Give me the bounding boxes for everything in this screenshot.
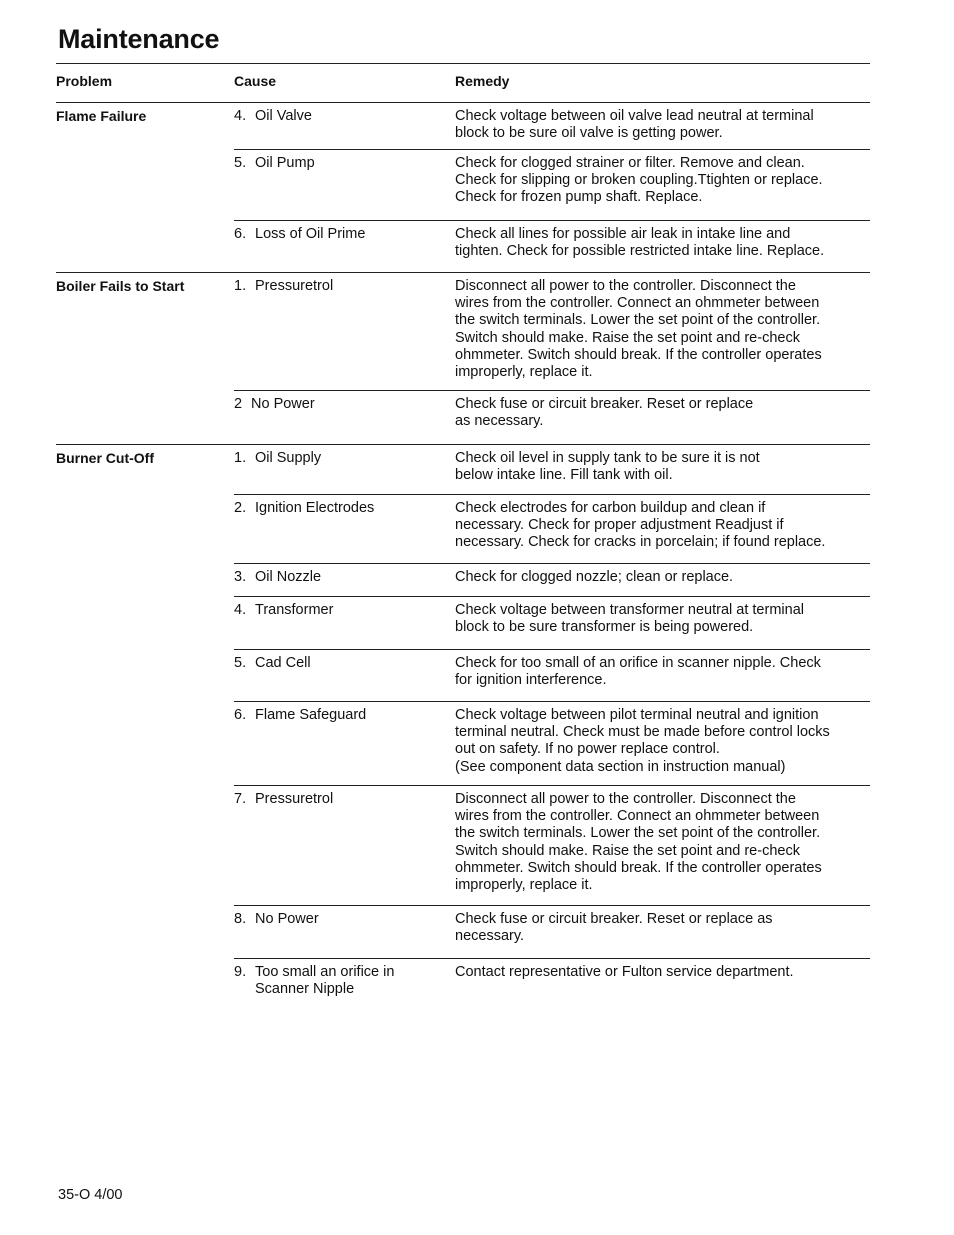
remedy-text: Check for too small of an orifice in scanner nipple. Check for ignition interference.: [455, 655, 821, 689]
cause-cell: [234, 450, 455, 494]
cause-number: 5.: [234, 155, 247, 171]
cause-cell: [234, 791, 455, 905]
header-remedy: Remedy: [455, 73, 510, 89]
table-row: [234, 445, 870, 495]
remedy-text: Disconnect all power to the controller. Disconnect the wires from the controller. Connect an ohmmeter between the switch terminals. Lower the set point of the controller. Switch should make. Raise the set point and re-check ohmmeter. Switch should break. If the controller operates improperly, replace it.: [455, 791, 822, 894]
cause-cell: [234, 278, 455, 390]
cause-number: 9.: [234, 964, 247, 980]
cause-number: 6.: [234, 707, 247, 723]
remedy-text: Disconnect all power to the controller. Disconnect the wires from the controller. Connect an ohmmeter between the switch terminals. Lower the set point of the controller. Switch should make. Raise the set point and re-check ohmmeter. Switch should break. If the controller operates improperly, replace it.: [455, 278, 822, 381]
problem-group-burner-cut-off: [56, 445, 870, 1007]
problem-label: Boiler Fails to Start: [56, 278, 185, 294]
footer-document-code: 35-O 4/00: [58, 1187, 123, 1203]
cause-cell: [234, 964, 455, 1007]
cause-rows: [234, 273, 870, 444]
cause-cell: [234, 911, 455, 958]
remedy-text: Check for clogged nozzle; clean or replace.: [455, 569, 734, 585]
problem-label: Flame Failure: [56, 108, 147, 124]
cause-rows: [234, 445, 870, 1007]
remedy-text: Check electrodes for carbon buildup and clean if necessary. Check for proper adjustment Readjust if necessary. Check for cracks in porcelain; if found replace.: [455, 500, 826, 551]
table-row: [234, 959, 870, 1007]
cause-text: Oil Valve: [255, 108, 312, 124]
cause-cell: [234, 500, 455, 563]
cause-text: No Power: [251, 396, 315, 412]
page-title: Maintenance: [58, 24, 220, 54]
remedy-text: Check voltage between pilot terminal neutral and ignition terminal neutral. Check must be made before control locks out on safety. If no power replace control. (See component data section in instruction manual): [455, 707, 830, 775]
cause-cell: [234, 569, 455, 596]
cause-text: Pressuretrol: [255, 278, 334, 294]
cause-text: Too small an orifice in Scanner Nipple: [255, 964, 395, 997]
cause-text: Flame Safeguard: [255, 707, 367, 723]
cause-text: Oil Supply: [255, 450, 322, 466]
table-row: [234, 495, 870, 564]
cause-text: Pressuretrol: [255, 791, 334, 807]
cause-text: Loss of Oil Prime: [255, 226, 366, 242]
cause-text: Oil Pump: [255, 155, 315, 171]
header-problem: Problem: [56, 73, 113, 89]
cause-cell: [234, 396, 455, 444]
cause-text: Transformer: [255, 602, 334, 618]
cause-cell: [234, 226, 455, 272]
table-row: [234, 702, 870, 786]
cause-text: No Power: [255, 911, 319, 927]
remedy-text: Check voltage between oil valve lead neutral at terminal block to be sure oil valve is getting power.: [455, 108, 814, 142]
cause-number: 3.: [234, 569, 247, 585]
cause-number: 1.: [234, 450, 247, 466]
remedy-text: Check fuse or circuit breaker. Reset or replace as necessary.: [455, 396, 754, 430]
cause-number: 4.: [234, 602, 247, 618]
cause-number: 1.: [234, 278, 247, 294]
table-row: [234, 391, 870, 444]
cause-text: Ignition Electrodes: [255, 500, 375, 516]
table-row: [234, 103, 870, 150]
table-row: [234, 564, 870, 597]
cause-text: Cad Cell: [255, 655, 311, 671]
table-row: [234, 273, 870, 391]
cause-cell: [234, 707, 455, 785]
cause-cell: [234, 655, 455, 701]
table-row: [234, 150, 870, 221]
remedy-text: Check fuse or circuit breaker. Reset or replace as necessary.: [455, 911, 773, 945]
cause-text: Oil Nozzle: [255, 569, 322, 585]
cause-cell: [234, 155, 455, 220]
cause-rows: [234, 103, 870, 272]
cause-number: 4.: [234, 108, 247, 124]
table-row: [234, 597, 870, 650]
header-cause: Cause: [234, 73, 277, 89]
remedy-text: Check for clogged strainer or filter. Remove and clean. Check for slipping or broken coupling.Ttighten or replace. Check for frozen pump shaft. Replace.: [455, 155, 823, 206]
table-row: [234, 786, 870, 906]
problem-group-flame-failure: [56, 103, 870, 273]
cause-number: 8.: [234, 911, 247, 927]
table-row: [234, 650, 870, 702]
remedy-text: Contact representative or Fulton service department.: [455, 964, 794, 980]
cause-cell: [234, 602, 455, 649]
remedy-text: Check all lines for possible air leak in intake line and tighten. Check for possible restricted intake line. Replace.: [455, 226, 825, 260]
cause-number: 6.: [234, 226, 247, 242]
problem-group-boiler-fails-to-start: [56, 273, 870, 445]
cause-number: 2.: [234, 500, 247, 516]
table-row: [234, 221, 870, 272]
troubleshooting-table: [56, 63, 870, 1007]
cause-number: 7.: [234, 791, 247, 807]
remedy-text: Check voltage between transformer neutral at terminal block to be sure transformer is being powered.: [455, 602, 804, 636]
cause-number: 2: [234, 396, 243, 412]
cause-number: 5.: [234, 655, 247, 671]
cause-cell: [234, 108, 455, 149]
table-row: [234, 906, 870, 959]
remedy-text: Check oil level in supply tank to be sure it is not below intake line. Fill tank with oil.: [455, 450, 760, 484]
table-header-row: [56, 64, 870, 103]
problem-label: Burner Cut-Off: [56, 450, 154, 466]
